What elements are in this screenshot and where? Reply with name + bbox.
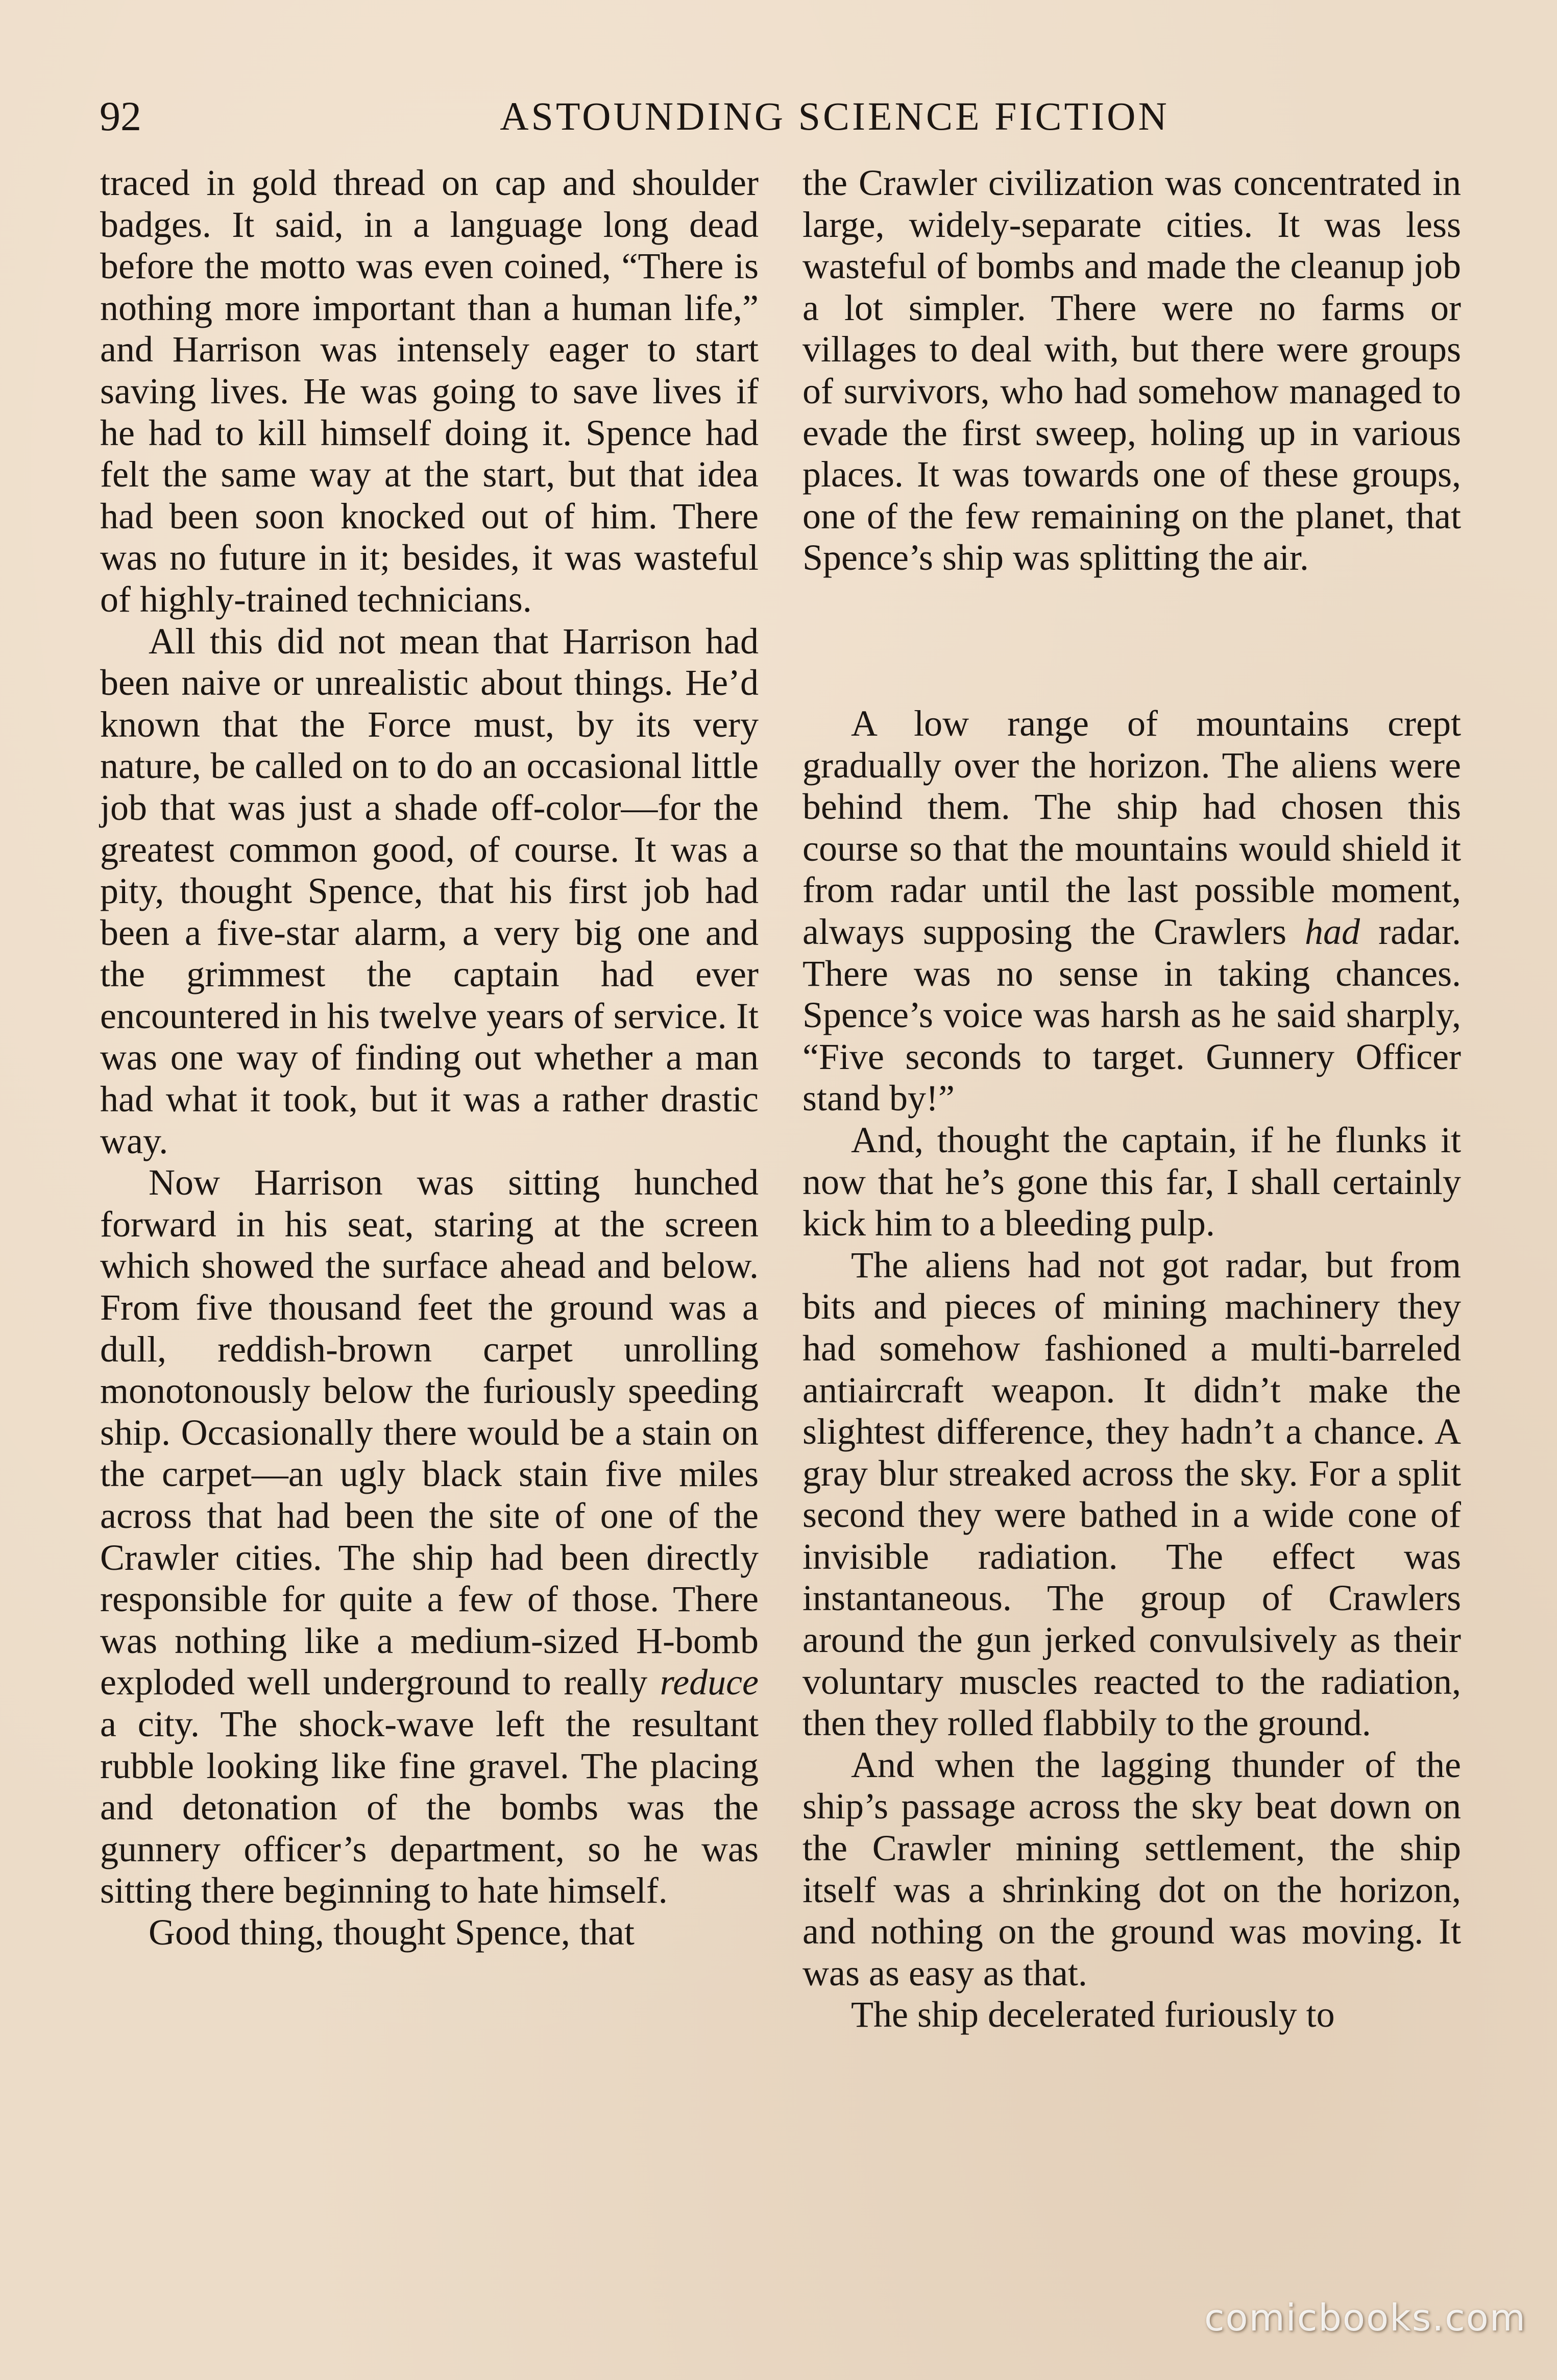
- right-paragraph-2-text-b: radar. There was no sense in taking chances. Spence’s voice was harsh as he said sharply, “Five seconds to target. Gunnery Officer stand by!”: [802, 911, 1461, 1119]
- left-column: [100, 162, 759, 1954]
- right-column-top: [802, 162, 1461, 579]
- right-paragraph-2-text-a: A low range of mountains crept gradually over the horizon. The aliens were behind them. The ship had chosen this course so that the mountains would shield it from radar until the last possible moment, always supposing the Crawlers: [802, 703, 1461, 952]
- page-number: 92: [100, 93, 141, 139]
- right-paragraph-2: [802, 703, 1461, 1120]
- left-paragraph-2: All this did not mean that Harrison had been naive or unrealistic about things. He’d known that the Force must, by its very nature, be called on to do an occasional little job that was just a shade off-color—for the greatest common good, of course. It was a pity, thought Spence, that his first job had been a five-star alarm, a very big one and the grimmest the captain had ever encountered in his twelve years of service. It was one way of finding out whether a man had what it took, but it was a rather drastic way.: [100, 620, 759, 1161]
- left-paragraph-3-text-a: Now Harrison was sitting hunched forward in his seat, staring at the screen which showed the surface ahead and below. From five thousand feet the ground was a dull, reddish-brown carpet unrolling monotonously below the furiously speeding ship. Occasionally there would be a stain on the carpet—an ugly black stain five miles across that had been the site of one of the Crawler cities. The ship had been directly responsible for quite a few of those. There was nothing like a medium-sized H-bomb exploded well underground to really: [100, 1162, 759, 1703]
- left-paragraph-4: Good thing, thought Spence, that: [149, 1911, 635, 1953]
- left-paragraph-3-emphasis: reduce: [660, 1662, 759, 1703]
- right-paragraph-6: The ship decelerated furiously to: [851, 1994, 1335, 2035]
- site-watermark: comicbooks.com: [1204, 2296, 1526, 2339]
- right-paragraph-4: The aliens had not got radar, but from bits and pieces of mining machinery they had somehow fashioned a multi-barreled antiaircraft weapon. It didn’t make the slightest difference, they hadn’t a chance. A gray blur streaked across the sky. For a split second they were bathed in a wide cone of invisible radiation. The effect was instantaneous. The group of Crawlers around the gun jerked convulsively as their voluntary muscles reacted to the radiation, then they rolled flabbily to the ground.: [802, 1244, 1461, 1744]
- right-paragraph-3: And, thought the captain, if he flunks it now that he’s gone this far, I shall certainly kick him to a bleeding pulp.: [802, 1119, 1461, 1244]
- right-paragraph-5: And when the lagging thunder of the ship’s passage across the sky beat down on the Crawler mining settlement, the ship itself was a shrinking dot on the horizon, and nothing on the ground was moving. It was as easy as that.: [802, 1744, 1461, 1994]
- page-header: [100, 91, 1457, 142]
- right-paragraph-2-emphasis: had: [1305, 911, 1360, 952]
- running-title: ASTOUNDING SCIENCE FICTION: [500, 94, 1170, 138]
- right-column-bottom: [802, 703, 1461, 2036]
- left-paragraph-3: [100, 1162, 759, 1912]
- left-paragraph-3-text-b: a city. The shock-wave left the resultant rubble looking like fine gravel. The placing and detonation of the bombs was the gunnery officer’s department, so he was sitting there beginning to hate himself.: [100, 1703, 759, 1911]
- left-paragraph-1: traced in gold thread on cap and shoulder badges. It said, in a language long dead before the motto was even coined, “There is nothing more important than a human life,” and Harrison was intensely eager to start saving lives. He was going to save lives if he had to kill himself doing it. Spence had felt the same way at the start, but that idea had been soon knocked out of him. There was no future in it; besides, it was wasteful of highly-trained technicians.: [100, 162, 759, 620]
- right-paragraph-1: the Crawler civilization was concentrated in large, widely-separate cities. It was less wasteful of bombs and made the cleanup job a lot simpler. There were no farms or villages to deal with, but there were groups of survivors, who had somehow managed to evade the first sweep, holing up in various places. It was towards one of these groups, one of the few remaining on the planet, that Spence’s ship was splitting the air.: [802, 162, 1461, 578]
